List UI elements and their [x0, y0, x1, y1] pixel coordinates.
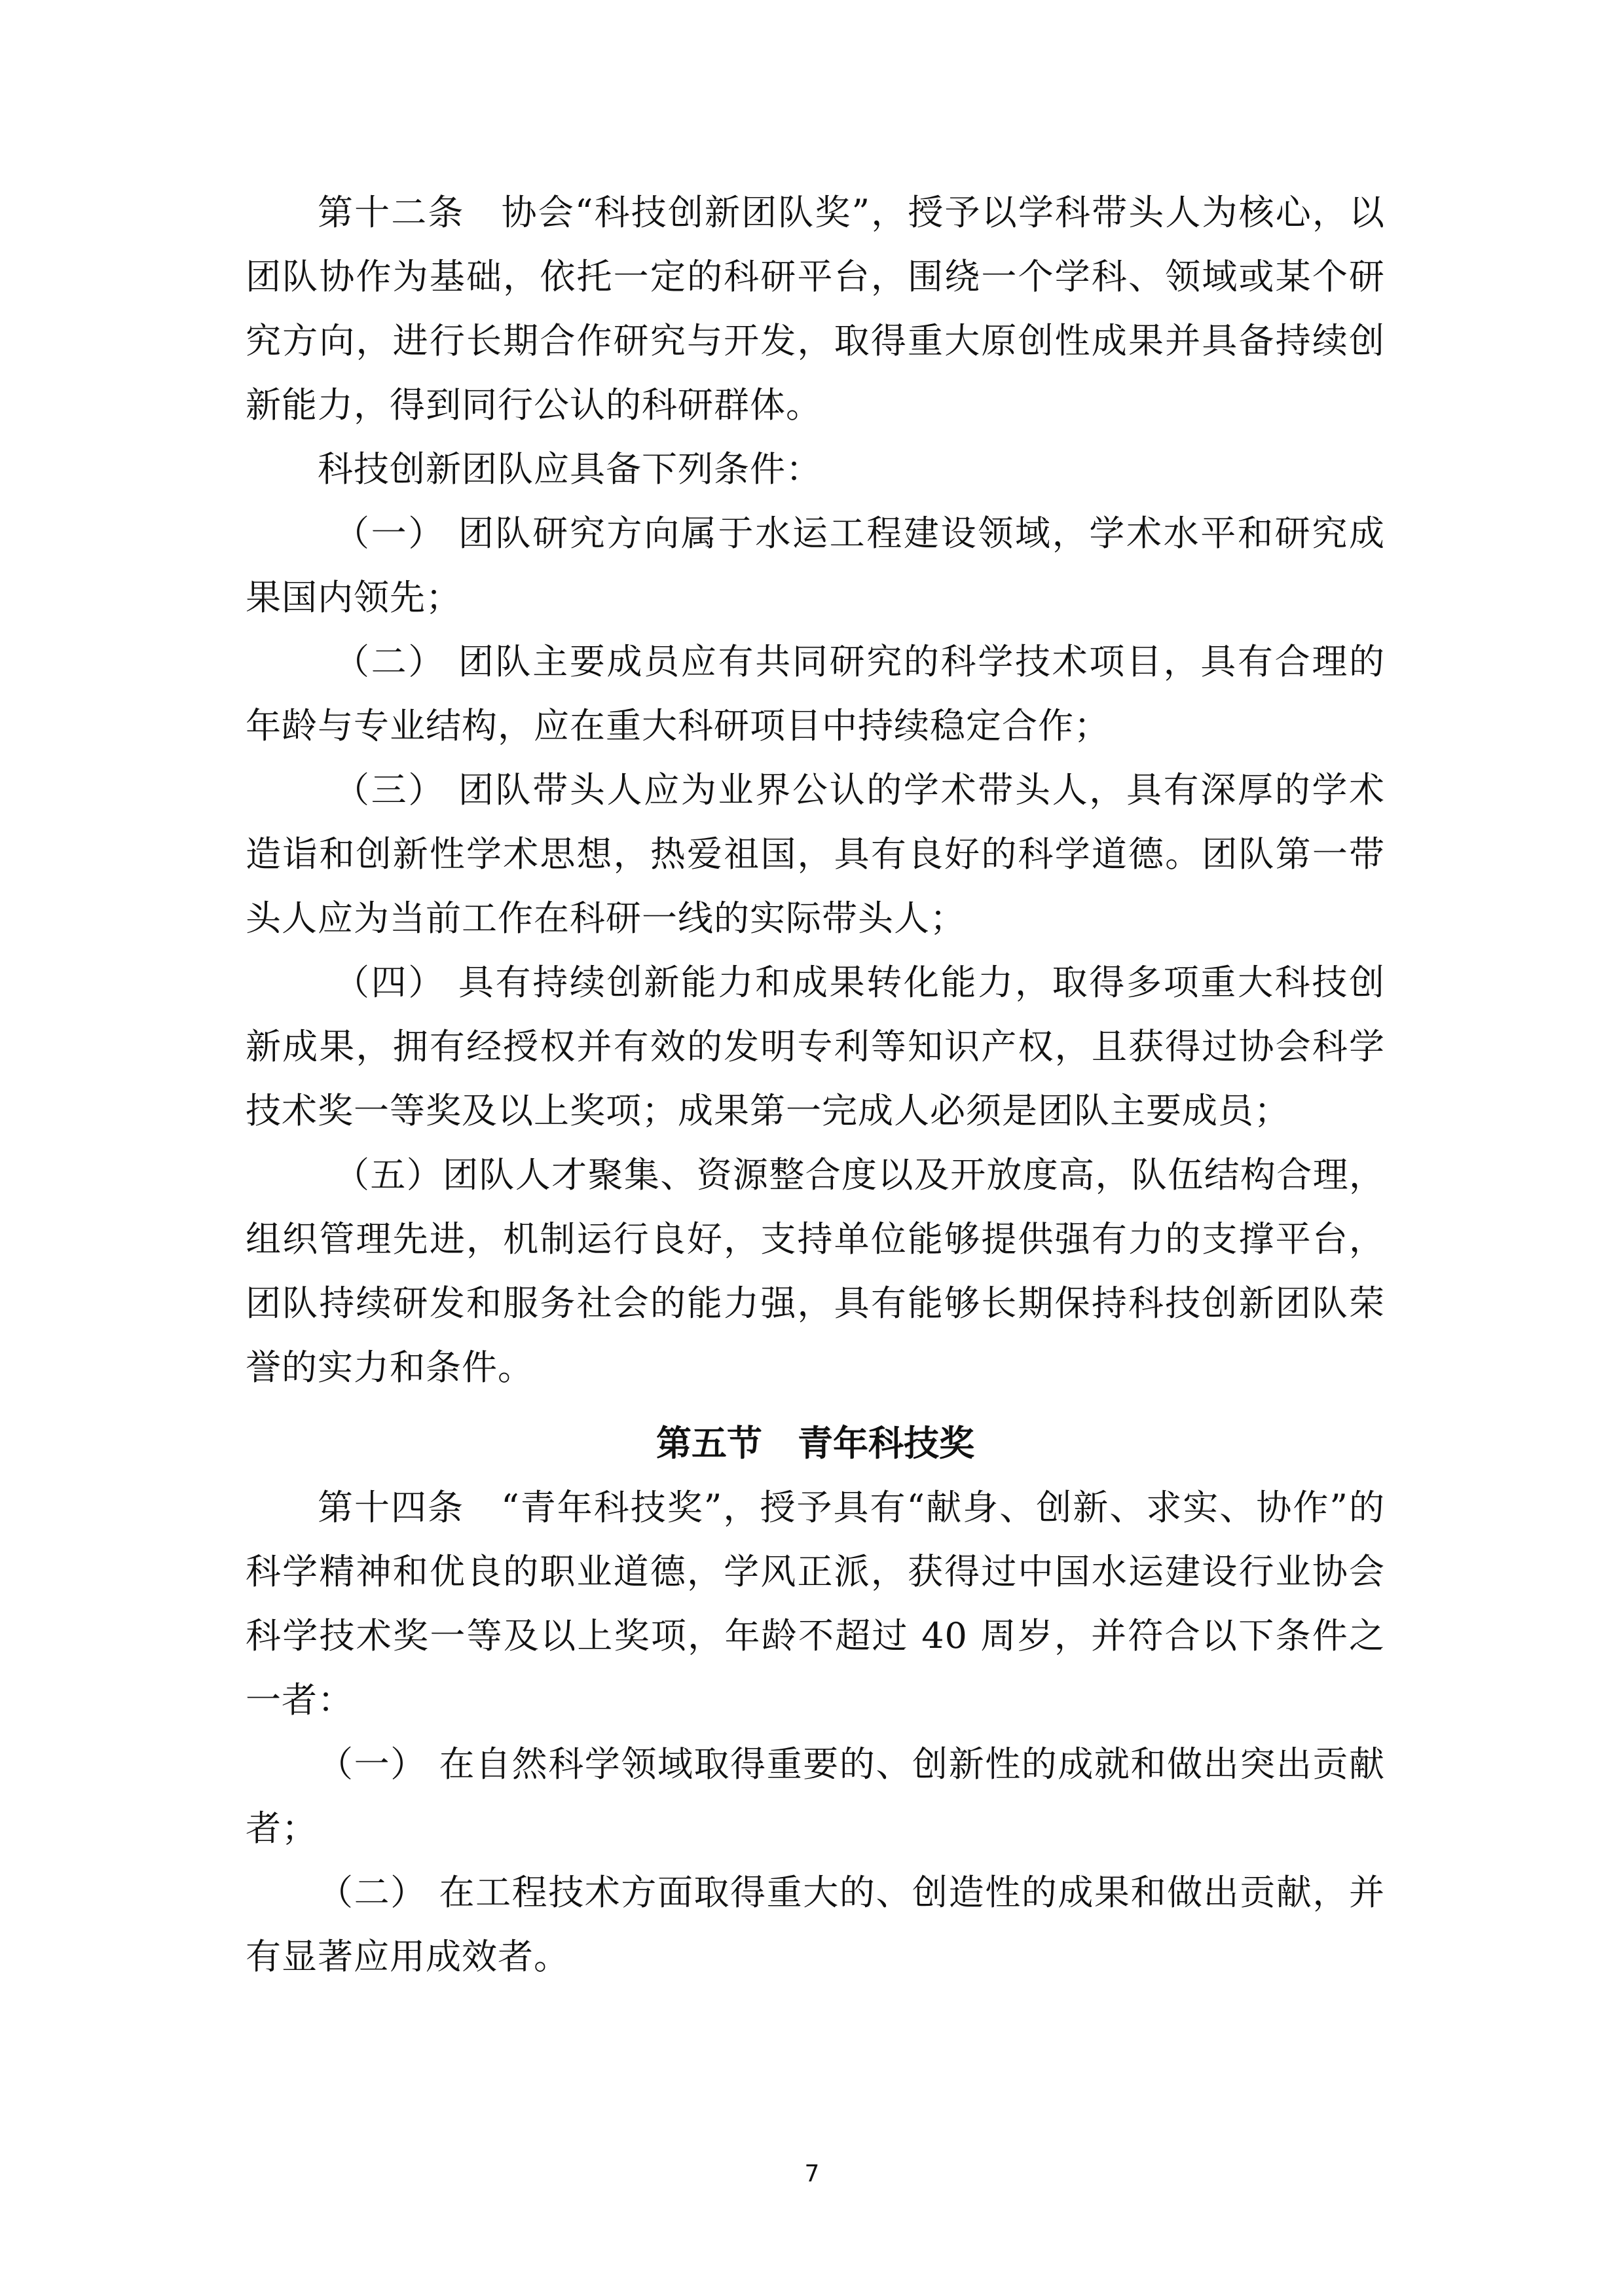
youth-condition-item-2: （二） 在工程技术方面取得重大的、创造性的成果和做出贡献，并有显著应用成效者。: [246, 1872, 1385, 1977]
condition-item-4: （四） 具有持续创新能力和成果转化能力，取得多项重大科技创新成果，拥有经授权并有效的发明专利等知识产权，且获得过协会科学技术奖一等奖及以上奖项；成果第一完成人必须是团队主要成员；: [246, 962, 1385, 1131]
youth-condition-item-1: （一） 在自然科学领域取得重要的、创新性的成就和做出突出贡献者；: [246, 1743, 1385, 1849]
page-number: 7: [804, 2160, 820, 2187]
condition-item-2: （二） 团队主要成员应有共同研究的科学技术项目，具有合理的年龄与专业结构，应在重大科研项目中持续稳定合作；: [246, 641, 1385, 746]
condition-item-5: （五）团队人才聚集、资源整合度以及开放度高，队伍结构合理，组织管理先进，机制运行良好，支持单位能够提供强有力的支撑平台，团队持续研发和服务社会的能力强，具有能够长期保持科技创新团队荣誉的实力和条件。: [246, 1154, 1385, 1388]
team-conditions-intro: 科技创新团队应具备下列条件：: [318, 448, 822, 490]
section-heading: 第五节 青年科技奖: [656, 1423, 974, 1464]
document-body: [246, 181, 1385, 1989]
condition-item-1: （一） 团队研究方向属于水运工程建设领域，学术水平和研究成果国内领先；: [246, 513, 1385, 618]
condition-item-3: （三） 团队带头人应为业界公认的学术带头人，具有深厚的学术造诣和创新性学术思想，热爱祖国，具有良好的科学道德。团队第一带头人应为当前工作在科研一线的实际带头人；: [246, 769, 1385, 939]
article-12-paragraph: 第十二条 协会“科技创新团队奖”，授予以学科带头人为核心，以团队协作为基础，依托一定的科研平台，围绕一个学科、领域或某个研究方向，进行长期合作研究与开发，取得重大原创性成果并具备持续创新能力，得到同行公认的科研群体。: [246, 192, 1385, 426]
article-14-paragraph: 第十四条 “青年科技奖”，授予具有“献身、创新、求实、协作”的科学精神和优良的职业道德，学风正派，获得过中国水运建设行业协会科学技术奖一等及以上奖项，年龄不超过 40 周岁，并符合以下条件之一者：: [246, 1487, 1385, 1721]
